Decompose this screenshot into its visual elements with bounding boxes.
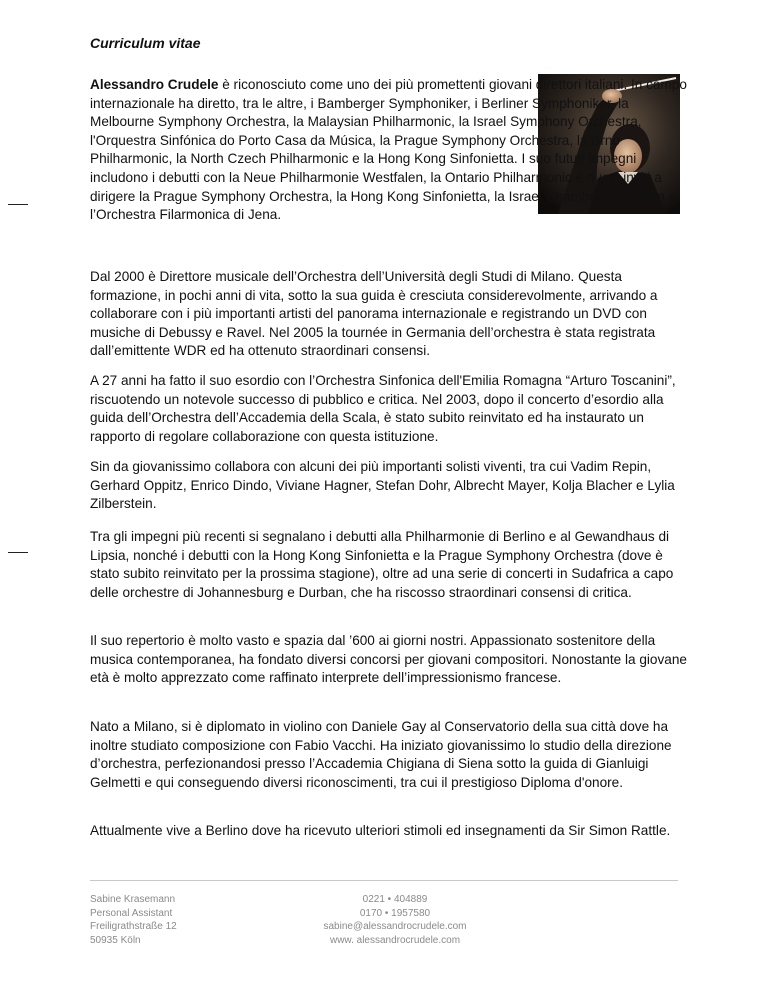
- paragraph-repertorio: Il suo repertorio è molto vasto e spazia dal ’600 ai giorni nostri. Appassionato sostenitore della musica contemporanea, ha fondato diversi concorsi per giovani compositori. Nonostante la giovane età è molto apprezzato come raffinato interprete dell’impressionismo francese.: [90, 633, 687, 686]
- paragraph-esordio: A 27 anni ha fatto il suo esordio con l’Orchestra Sinfonica dell'Emilia Romagna “Arturo Toscanini”, riscuotendo un notevole successo di pubblico e critica. Nel 2003, dopo il concerto d’esordio alla guida dell’Orchestra dell’Accademia della Scala, è stato subito reinvitato ed ha instaurato un rapporto di regolare collaborazione con questa istituzione.: [90, 373, 676, 444]
- footer-mobile: 0170 • 1957580: [359, 907, 431, 919]
- footer-assistant-name: Sabine Krasemann: [90, 894, 176, 905]
- footer-email-link[interactable]: sabine@alessandrocrudele.com: [323, 921, 467, 933]
- footer-website-link[interactable]: www. alessandrocrudele.com: [329, 934, 461, 946]
- paragraph-orchestra-universita: Dal 2000 è Direttore musicale dell’Orchestra dell’Università degli Studi di Milano. Questa formazione, in pochi anni di vita, sotto la sua guida è cresciuta considerevolmente, arrivando a collaborare con i più importanti artisti del panorama internazionale e registrando un DVD con musiche di Debussy e Ravel. Nel 2005 la tournée in Germania dell’orchestra è stata registrata dall’emittente WDR ed ha ottenuto straordinari consensi.: [90, 269, 658, 359]
- document-heading: Curriculum vitae: [90, 35, 201, 51]
- paragraph-formazione: Nato a Milano, si è diplomato in violino con Daniele Gay al Conservatorio della sua città dove ha inoltre studiato composizione con Fabio Vacchi. Ha iniziato giovanissimo lo studio della direzione d’orchestra, perfezionandosi presso l’Accademia Chigiana di Siena sotto la guida di Gianluigi Gelmetti e qui conseguendo diversi riconoscimenti, tra cui il prestigioso Diploma d'onore.: [90, 719, 672, 790]
- footer-assistant-role: Personal Assistant: [90, 907, 173, 919]
- paragraph-impegni-recenti: Tra gli impegni più recenti si segnalano i debutti alla Philharmonie di Berlino e al Gewandhaus di Lipsia, nonché i debutti con la Hong Kong Sinfonietta e la Prague Symphony Orchestra (dove è stato subito reinvitato per la prossima stagione), oltre ad una serie di concerti in Sudafrica a capo delle orchestre di Johannesburg e Durban, che ha riscosso straordinari consensi di critica.: [90, 529, 674, 600]
- intro-paragraph: [90, 76, 690, 225]
- margin-tick-mark: [8, 552, 28, 553]
- margin-tick-mark: [8, 204, 28, 205]
- footer-phone: 0221 • 404889: [362, 894, 428, 905]
- footer-divider: [90, 880, 678, 881]
- footer-contact-details: [260, 893, 530, 947]
- paragraph-berlino: Attualmente vive a Berlino dove ha ricevuto ulteriori stimoli ed insegnamenti da Sir Simon Rattle.: [90, 823, 671, 838]
- footer-street: Freiligrathstraße 12: [90, 921, 177, 933]
- footer-contact-person: [90, 893, 177, 947]
- conductor-name: Alessandro Crudele: [90, 77, 219, 92]
- intro-text: è riconosciuto come uno dei più promettenti giovani direttori italiani. In campo internazionale ha diretto, tra le altre, i Bamberger Symphoniker, i Berliner Symphoniker, la Melbourne Symphony Orchestra, la Malaysian Philharmonic, la Israel Symphony Orchestra, l'Orquestra Sinfónica do Porto Casa da Música, la Prague Symphony Orchestra, la Brno Philharmonic, la North Czech Philharmonic e la Hong Kong Sinfonietta. I suo futuri impegni includono i debutti con la Neue Philharmonie Westfalen, la Ontario Philharmonic e nuovi inviti a dirigere la Prague Symphony Orchestra, la Hong Kong Sinfonietta, la Israel Chamber Orchestra e l’Orchestra Filarmonica di Jena.: [90, 77, 687, 223]
- paragraph-solisti: Sin da giovanissimo collabora con alcuni dei più importanti solisti viventi, tra cui Vadim Repin, Gerhard Oppitz, Enrico Dindo, Viviane Hagner, Stefan Dohr, Albrecht Mayer, Kolja Blacher e Lylia Zilberstein.: [90, 459, 675, 512]
- footer-city: 50935 Köln: [90, 934, 141, 946]
